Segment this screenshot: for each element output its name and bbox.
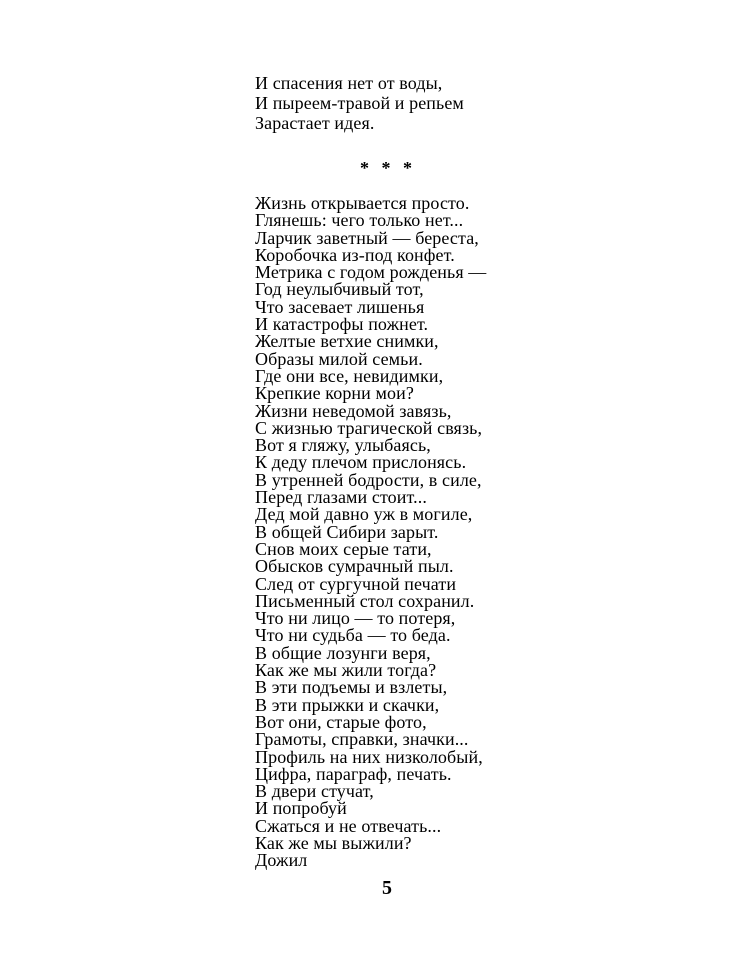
poem-line: И попробуй [255,798,347,819]
poem-line: Коробочка из-под конфет. [255,244,455,265]
poem-stanza-top [255,73,464,133]
poem-line: Желтые ветхие снимки, [255,331,439,352]
poem-line: Вот они, старые фото, [255,711,427,732]
poem-line: Грамоты, справки, значки... [255,729,469,750]
poem-line: Что ни судьба — то беда. [255,625,451,646]
poem-line: Дожил [255,850,308,871]
poem-line: Что ни лицо — то потеря, [255,608,456,629]
poem-line: Ларчик заветный — береста, [255,227,479,248]
poem-line: Крепкие корни мои? [255,383,414,404]
poem-line: С жизнью трагической связь, [255,417,483,438]
poem-line: Как же мы жили тогда? [255,660,437,681]
poem-line: В эти подъемы и взлеты, [255,677,448,698]
poem-line: Цифра, параграф, печать. [255,763,452,784]
page-number: 5 [382,877,392,899]
poem-line: И спасения нет от воды, [255,73,443,93]
poem-line: Жизни неведомой завязь, [255,400,452,421]
poem-line: След от сургучной печати [255,573,457,594]
poem-line: Зарастает идея. [255,113,375,133]
poem-line: Сжаться и не отвечать... [255,815,442,836]
poem-line: В общей Сибири зарыт. [255,521,439,542]
poem-line: И катастрофы пожнет. [255,314,429,335]
poem-line: В двери стучат, [255,781,374,802]
section-separator: * * * [360,158,416,178]
poem-stanza-main [255,195,486,870]
poem-line: Образы милой семьи. [255,348,423,369]
poem-line: В общие лозунги веря, [255,642,431,663]
poem-line: Профиль на них низколобый, [255,746,483,767]
poem-line: Что засевает лишенья [255,296,425,317]
poem-line: Дед мой давно уж в могиле, [255,504,473,525]
poem-line: Как же мы выжили? [255,832,412,853]
poem-line: Метрика с годом рожденья — [255,262,487,283]
poem-line: Год неулыбчивый тот, [255,279,424,300]
poem-line: Глянешь: чего только нет... [255,210,464,231]
poem-line: К деду плечом прислонясь. [255,452,467,473]
poem-line: Жизнь открывается просто. [255,193,470,213]
poem-line: Письменный стол сохранил. [255,590,475,611]
poem-line: Вот я гляжу, улыбаясь, [255,435,431,456]
poem-line: Где они все, невидимки, [255,365,444,386]
poem-line: В утренней бодрости, в силе, [255,469,482,490]
poem-line: В эти прыжки и скачки, [255,694,440,715]
poem-line: Обысков сумрачный пыл. [255,556,454,577]
poem-line: Перед глазами стоит... [255,487,427,508]
poem-line: Снов моих серые тати, [255,538,432,559]
poem-line: И пыреем-травой и репьем [255,93,464,113]
